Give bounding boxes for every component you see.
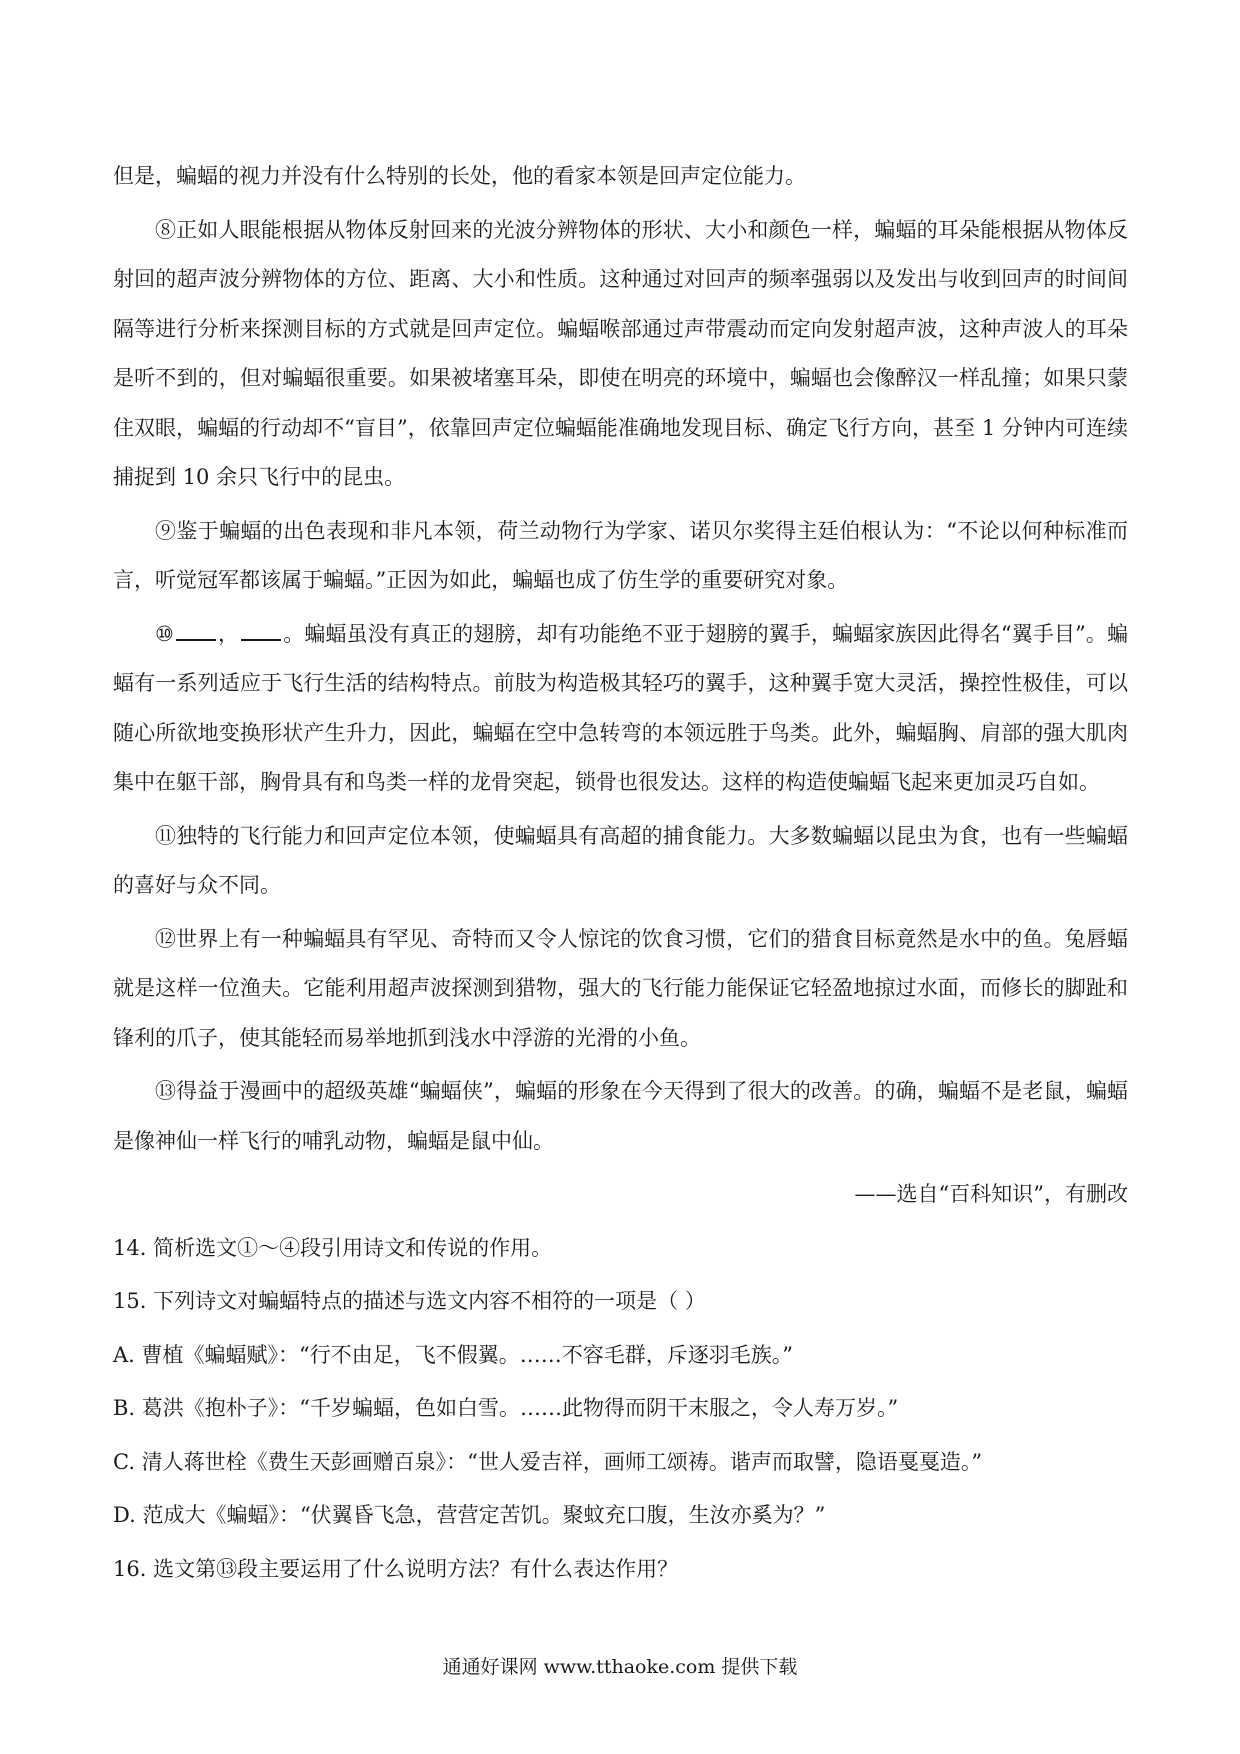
article-body	[113, 152, 1128, 1598]
paragraph-intro: 但是，蝙蝠的视力并没有什么特别的长处，他的看家本领是回声定位能力。	[113, 164, 806, 188]
question-14: 14. 简析选文①～④段引用诗文和传说的作用。	[113, 1235, 553, 1260]
option-d: D. 范成大《蝙蝠》：“伏翼昏飞急，营营定苦饥。聚蚊充口腹，生汝亦奚为？”	[113, 1503, 826, 1527]
paragraph-10-comma: ，	[217, 621, 240, 646]
source-citation: ——选自“百科知识”，有删改	[854, 1182, 1128, 1206]
paragraph-11: ⑪独特的飞行能力和回声定位本领，使蝙蝠具有高超的捕食能力。大多数蝙蝠以昆虫为食，也有一些蝙蝠的喜好与众不同。	[113, 823, 1128, 897]
option-a: A. 曹植《蝙蝠赋》：“行不由足，飞不假翼。……不容毛群，斥逐羽毛族。”	[113, 1342, 793, 1367]
question-15: 15. 下列诗文对蝙蝠特点的描述与选文内容不相符的一项是（ ）	[113, 1289, 706, 1313]
fill-blank-1	[176, 619, 216, 641]
option-b: B. 葛洪《抱朴子》：“千岁蝙蝠，色如白雪。……此物得而阴干末服之，令人寿万岁。”	[113, 1396, 899, 1420]
paragraph-13: ⑬得益于漫画中的超级英雄“蝙蝠侠”，蝙蝠的形象在今天得到了很大的改善。的确，蝙蝠不是老鼠，蝙蝠是像神仙一样飞行的哺乳动物，蝙蝠是鼠中仙。	[113, 1079, 1128, 1153]
paragraph-10	[113, 610, 1128, 808]
paragraph-10-number: ⑩	[155, 621, 174, 646]
paragraph-9: ⑨鉴于蝙蝠的出色表现和非凡本领，荷兰动物行为学家、诺贝尔奖得主廷伯根认为：“不论以何种标准而言，听觉冠军都该属于蝙蝠。”正因为如此，蝙蝠也成了仿生学的重要研究对象。	[113, 518, 1128, 592]
paragraph-10-text: 。蝙蝠虽没有真正的翅膀，却有功能绝不亚于翅膀的翼手，蝙蝠家族因此得名“翼手目”。蝙蝠有一系列适应于飞行生活的结构特点。前肢为构造极其轻巧的翼手，这种翼手宽大灵活，操控性极佳，可以随心所欲地变换形状产生升力，因此，蝙蝠在空中急转弯的本领远胜于鸟类。此外，蝙蝠胸、肩部的强大肌肉集中在躯干部，胸骨具有和鸟类一样的龙骨突起，锁骨也很发达。这样的构造使蝙蝠飞起来更加灵巧自如。	[113, 621, 1129, 794]
option-c: C. 清人蒋世栓《费生天彭画赠百泉》：“世人爱吉祥，画师工颂祷。谐声而取譬，隐语戛戛造。”	[113, 1449, 983, 1474]
paragraph-8: ⑧正如人眼能根据从物体反射回来的光波分辨物体的形状、大小和颜色一样，蝙蝠的耳朵能根据从物体反射回的超声波分辨物体的方位、距离、大小和性质。这种通过对回声的频率强弱以及发出与收到回声的时间间隔等进行分析来探测目标的方式就是回声定位。蝙蝠喉部通过声带震动而定向发射超声波，这种声波人的耳朵是听不到的，但对蝙蝠很重要。如果被堵塞耳朵，即使在明亮的环境中，蝙蝠也会像醉汉一样乱撞；如果只蒙住双眼，蝙蝠的行动却不“盲目”，依靠回声定位蝙蝠能准确地发现目标、确定飞行方向，甚至 1 分钟内可连续捕捉到 10 余只飞行中的昆虫。	[113, 217, 1128, 489]
paragraph-12: ⑫世界上有一种蝙蝠具有罕见、奇特而又令人惊诧的饮食习惯，它们的猎食目标竟然是水中的鱼。兔唇蝠就是这样一位渔夫。它能利用超声波探测到猎物，强大的飞行能力能保证它轻盈地掠过水面，而修长的脚趾和锋利的爪子，使其能轻而易举地抓到浅水中浮游的光滑的小鱼。	[113, 926, 1128, 1050]
page-footer: 通通好课网 www.tthaoke.com 提供下载	[442, 1656, 798, 1678]
question-16: 16. 选文第⑬段主要运用了什么说明方法？有什么表达作用？	[113, 1556, 679, 1581]
fill-blank-2	[241, 619, 281, 641]
